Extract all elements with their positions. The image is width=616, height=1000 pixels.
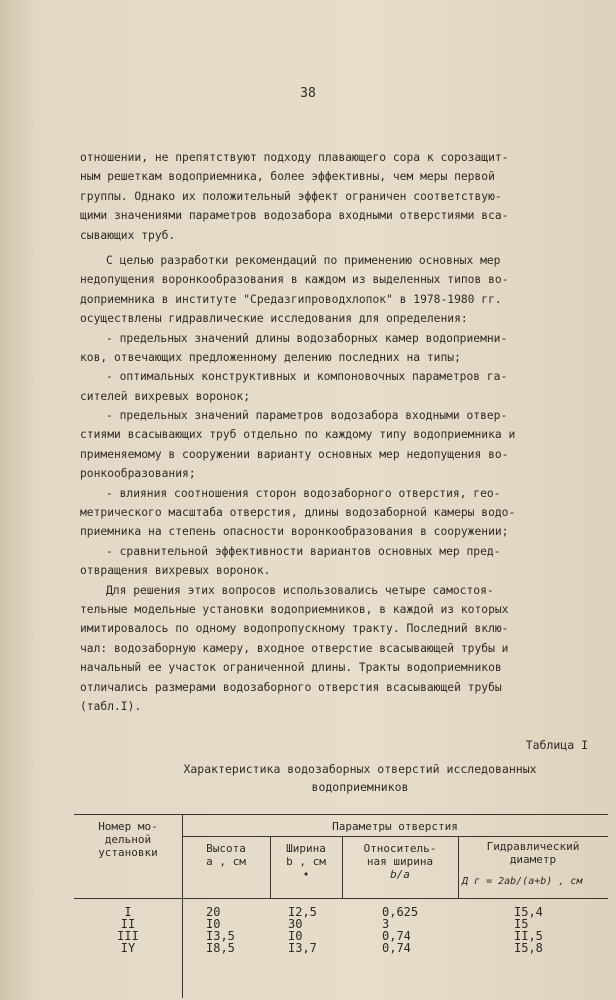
cell-hydraulic: II,5	[514, 929, 543, 943]
text-line: осуществлены гидравлические исследования для определения:	[80, 312, 468, 326]
text-line: С целью разработки рекомендаций по применению основных мер	[106, 253, 501, 267]
text-line: метрического масштаба отверстия, длины водозаборной камеры водо-	[80, 506, 516, 520]
cell-relative: 0,74	[382, 929, 411, 943]
cell-width: I2,5	[288, 905, 317, 919]
text-line: имитировалось по одному водопропускному тракту. Последний вклю-	[80, 622, 509, 636]
cell-model: I	[124, 905, 132, 919]
text-line: чал: водозаборную камеру, входное отверстие всасывающей трубы и	[80, 641, 509, 655]
text-line: стиями всасывающих труб отдельно по каждому типу водоприемника и	[80, 428, 516, 442]
cell-model: IY	[120, 941, 136, 955]
header-group: Параметры отверстия	[332, 820, 458, 833]
col-hydraulic-values	[514, 906, 543, 954]
table-caption	[110, 760, 610, 796]
cell-relative: 0,74	[382, 941, 411, 955]
table-rule-top	[74, 814, 608, 815]
text-line: - влияния соотношения сторон водозаборного отверстия, гео-	[106, 486, 501, 500]
text-line: - оптимальных конструктивных и компоновочных параметров га-	[106, 370, 508, 384]
cell-width: I3,7	[288, 941, 317, 955]
header-relative-width: Относитель- ная ширина b/a	[363, 842, 437, 881]
text-line: - предельных значений параметров водозабора входными отвер-	[106, 409, 508, 423]
text-line: - предельных значений длины водозаборных камер водоприемни-	[106, 331, 508, 345]
cell-hydraulic: I5,8	[514, 941, 543, 955]
text-line: щими значениями параметров водозабора входными отверстиями вса-	[80, 209, 509, 223]
text-line: Для решения этих вопросов использовались четыре самостоя-	[106, 583, 494, 597]
text-line: приемника на степень опасности воронкообразования в сооружении;	[80, 525, 509, 539]
col-width-values	[288, 906, 317, 954]
cell-model: III	[117, 929, 139, 943]
table-rule-group	[182, 836, 608, 837]
cell-height: 20	[206, 905, 221, 919]
cell-height: I8,5	[206, 941, 235, 955]
col-relative-values	[382, 906, 418, 954]
page-number: 38	[300, 86, 316, 101]
table-caption-line: водоприемников	[311, 780, 409, 794]
cell-hydraulic: I5	[514, 917, 529, 931]
table-caption-line: Характеристика водозаборных отверстий исследованных	[183, 762, 537, 776]
text-line: (табл.I).	[80, 699, 142, 713]
header-model: Номер мо- дельной установки	[98, 820, 158, 859]
cell-hydraulic: I5,4	[514, 905, 543, 919]
text-line: начальный ее участок ограниченной длины. Тракты водоприемников	[80, 661, 502, 675]
text-line: отвращения вихревых воронок.	[80, 564, 271, 578]
cell-relative: 0,625	[382, 905, 419, 919]
text-line: - сравнительной эффективности вариантов основных мер пред-	[106, 544, 501, 558]
text-line: применяемому в сооружении варианту основных мер недопущения во-	[80, 447, 509, 461]
cell-relative: 3	[382, 917, 390, 931]
cell-width: 30	[288, 917, 303, 931]
text-line: отношении, не препятствуют подходу плавающего сора к сорозащит-	[80, 151, 509, 164]
header-width: Ширина b , см •	[286, 842, 326, 881]
col-height-values	[206, 906, 235, 954]
text-line: ков, отвечающих предложенному делению последних на типы;	[80, 350, 461, 364]
data-table	[74, 814, 608, 1000]
text-line: ным решеткам водоприемника, более эффективны, чем меры первой	[80, 170, 495, 184]
text-line: отличались размерами водозаборного отверстия всасывающей трубы	[80, 680, 502, 694]
cell-model: II	[120, 917, 136, 931]
header-height: Высота a , см	[206, 842, 246, 868]
cell-height: I3,5	[206, 929, 235, 943]
text-line: тельные модельные установки водоприемников, в каждой из которых	[80, 602, 509, 616]
table-rule-header-bottom	[74, 898, 608, 899]
text-line: сывающих труб.	[80, 228, 176, 242]
text-line: группы. Однако их положительный эффект ограничен соответствую-	[80, 189, 502, 203]
text-line: сителей вихревых воронок;	[80, 389, 251, 403]
table-label: Таблица I	[525, 738, 588, 752]
text-line: ронкообразования;	[80, 467, 196, 481]
text-line: доприемника в институте "Средазгипроводхлопок" в 1978-1980 гг.	[80, 292, 502, 306]
text-line: недопущения воронкообразования в каждом из выделенных типов во-	[80, 273, 509, 287]
cell-height: I0	[206, 917, 221, 931]
col-model-values	[114, 906, 142, 954]
hydraulic-diameter-formula: Д г = 2ab/(a+b) , см	[462, 876, 583, 887]
header-hydraulic-diameter: Гидравлический диаметр	[486, 840, 580, 866]
body-text	[80, 148, 600, 716]
cell-width: I0	[288, 929, 303, 943]
